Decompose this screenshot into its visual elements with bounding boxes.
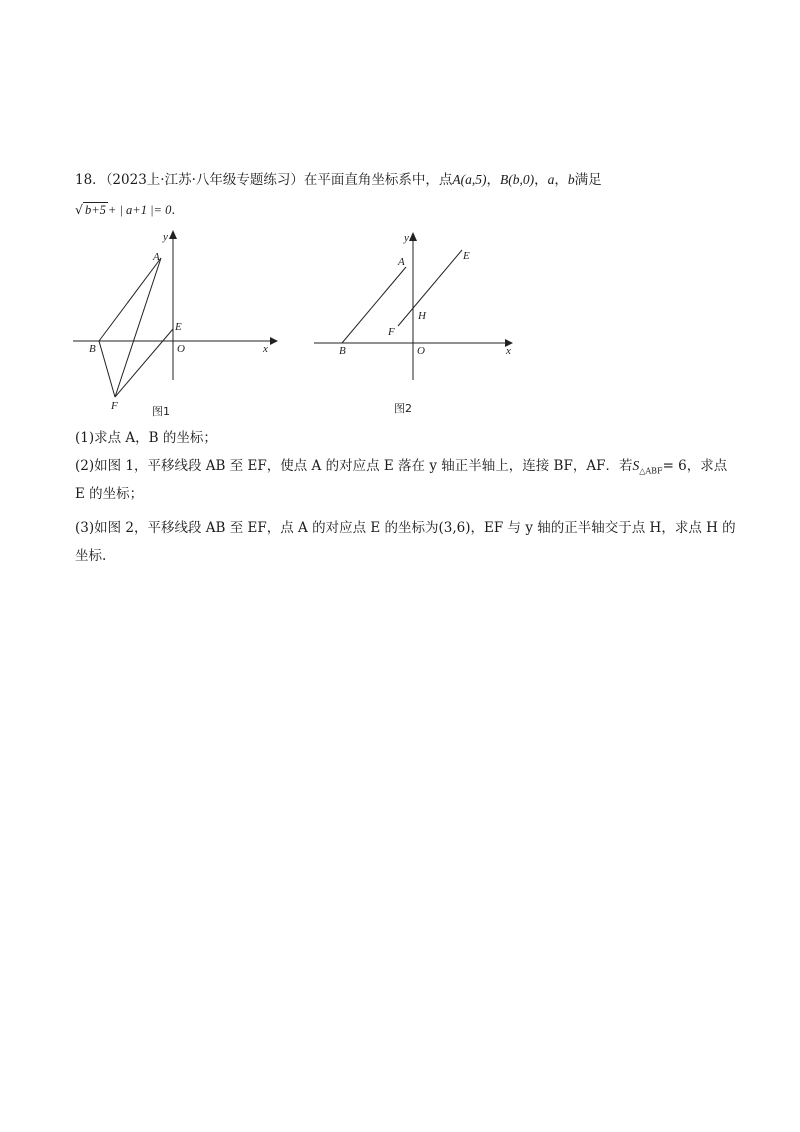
- segment-ef: [115, 329, 173, 397]
- condition-equation: [75, 200, 175, 220]
- label-x: x: [263, 343, 268, 355]
- abs-expression: + | a+1 |= 0: [107, 203, 172, 217]
- point-a-coord: A(a,5): [452, 172, 487, 187]
- question-number: 18．: [75, 172, 106, 188]
- period: .: [171, 202, 176, 217]
- part-3-line-2: 坐标.: [75, 548, 107, 564]
- part-3-line-1: (3)如图 2，平移线段 AB 至 EF，点 A 的对应点 E 的坐标为(3,6)，EF 与 y 轴的正半轴交于点 H，求点 H 的: [75, 520, 736, 536]
- label-o: O: [417, 345, 425, 357]
- part-2-line-1: [75, 456, 727, 482]
- question-source: （2023上·江苏·八年级专题练习）: [105, 172, 304, 188]
- label-y: y: [404, 232, 409, 244]
- separator: ，: [554, 172, 568, 188]
- separator: ，: [486, 172, 501, 188]
- y-axis-arrow: [409, 232, 417, 241]
- label-e: E: [175, 321, 182, 333]
- segment-af: [115, 258, 161, 397]
- sqrt-radicand: b+5: [84, 203, 106, 217]
- part-2-text: (2)如图 1，平移线段 AB 至 EF，使点 A 的对应点 E 落在 y 轴正半轴上，连接 BF，AF．若: [75, 458, 633, 474]
- var-a: a: [547, 172, 555, 187]
- label-x: x: [506, 345, 511, 357]
- label-h: H: [418, 310, 426, 322]
- label-e: E: [463, 250, 470, 262]
- point-b-coord: B(b,0): [500, 172, 535, 187]
- part-2-text-end: = 6，求点: [662, 458, 728, 474]
- segment-ef: [398, 250, 462, 326]
- separator: ，: [534, 172, 548, 188]
- segment-ab: [99, 258, 161, 341]
- segment-bf: [99, 341, 115, 397]
- area-symbol: S: [632, 458, 640, 473]
- figure-2: [310, 225, 525, 425]
- var-b: b: [567, 172, 575, 187]
- figure-2-caption: 图2: [394, 402, 412, 415]
- part-2-line-2: E 的坐标；: [75, 486, 144, 502]
- figure-1-caption: 图1: [152, 405, 170, 418]
- label-o: O: [177, 343, 185, 355]
- question-stem: [75, 170, 602, 190]
- figure-1: [65, 225, 285, 425]
- y-axis-arrow: [169, 230, 177, 239]
- segment-ab: [342, 267, 406, 343]
- label-a: A: [153, 251, 160, 263]
- part-1: (1)求点 A，B 的坐标；: [75, 430, 217, 446]
- area-subscript: △ABF: [639, 466, 663, 476]
- sqrt-expression: √ b+5: [75, 202, 106, 217]
- label-y: y: [163, 231, 168, 243]
- label-f: F: [388, 326, 395, 338]
- stem-text-end: 满足: [574, 172, 602, 188]
- x-axis-arrow: [270, 337, 278, 345]
- label-b: B: [89, 343, 96, 355]
- stem-text: 在平面直角坐标系中，点: [303, 172, 453, 188]
- label-a: A: [398, 256, 405, 268]
- label-f: F: [111, 400, 118, 412]
- label-b: B: [339, 345, 346, 357]
